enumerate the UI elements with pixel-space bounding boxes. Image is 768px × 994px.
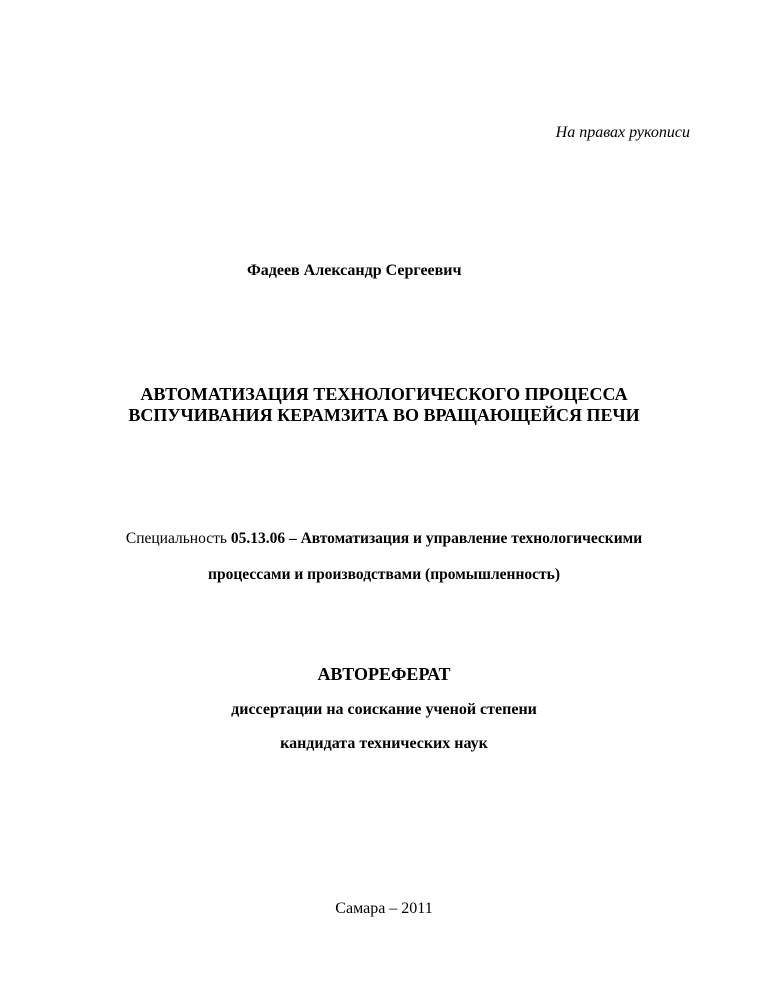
place-and-year: Самара – 2011: [335, 900, 433, 917]
dissertation-title-line-1: АВТОМАТИЗАЦИЯ ТЕХНОЛОГИЧЕСКОГО ПРОЦЕССА: [140, 384, 628, 404]
dissertation-title-line-2: ВСПУЧИВАНИЯ КЕРАМЗИТА ВО ВРАЩАЮЩЕЙСЯ ПЕЧИ: [128, 405, 640, 425]
degree-line-1: диссертации на соискание ученой степени: [231, 701, 537, 718]
abstract-heading: АВТОРЕФЕРАТ: [317, 664, 451, 684]
specialty-name-continuation: процессами и производствами (промышленность): [208, 566, 560, 583]
author-name: Фадеев Александр Сергеевич: [247, 262, 462, 279]
rights-notice: На правах рукописи: [555, 124, 690, 141]
specialty-label: Специальность: [125, 530, 227, 547]
specialty-line: [0, 530, 768, 548]
specialty-code-and-name: 05.13.06 – Автоматизация и управление технологическими: [230, 530, 643, 547]
degree-line-2: кандидата технических наук: [280, 735, 488, 752]
